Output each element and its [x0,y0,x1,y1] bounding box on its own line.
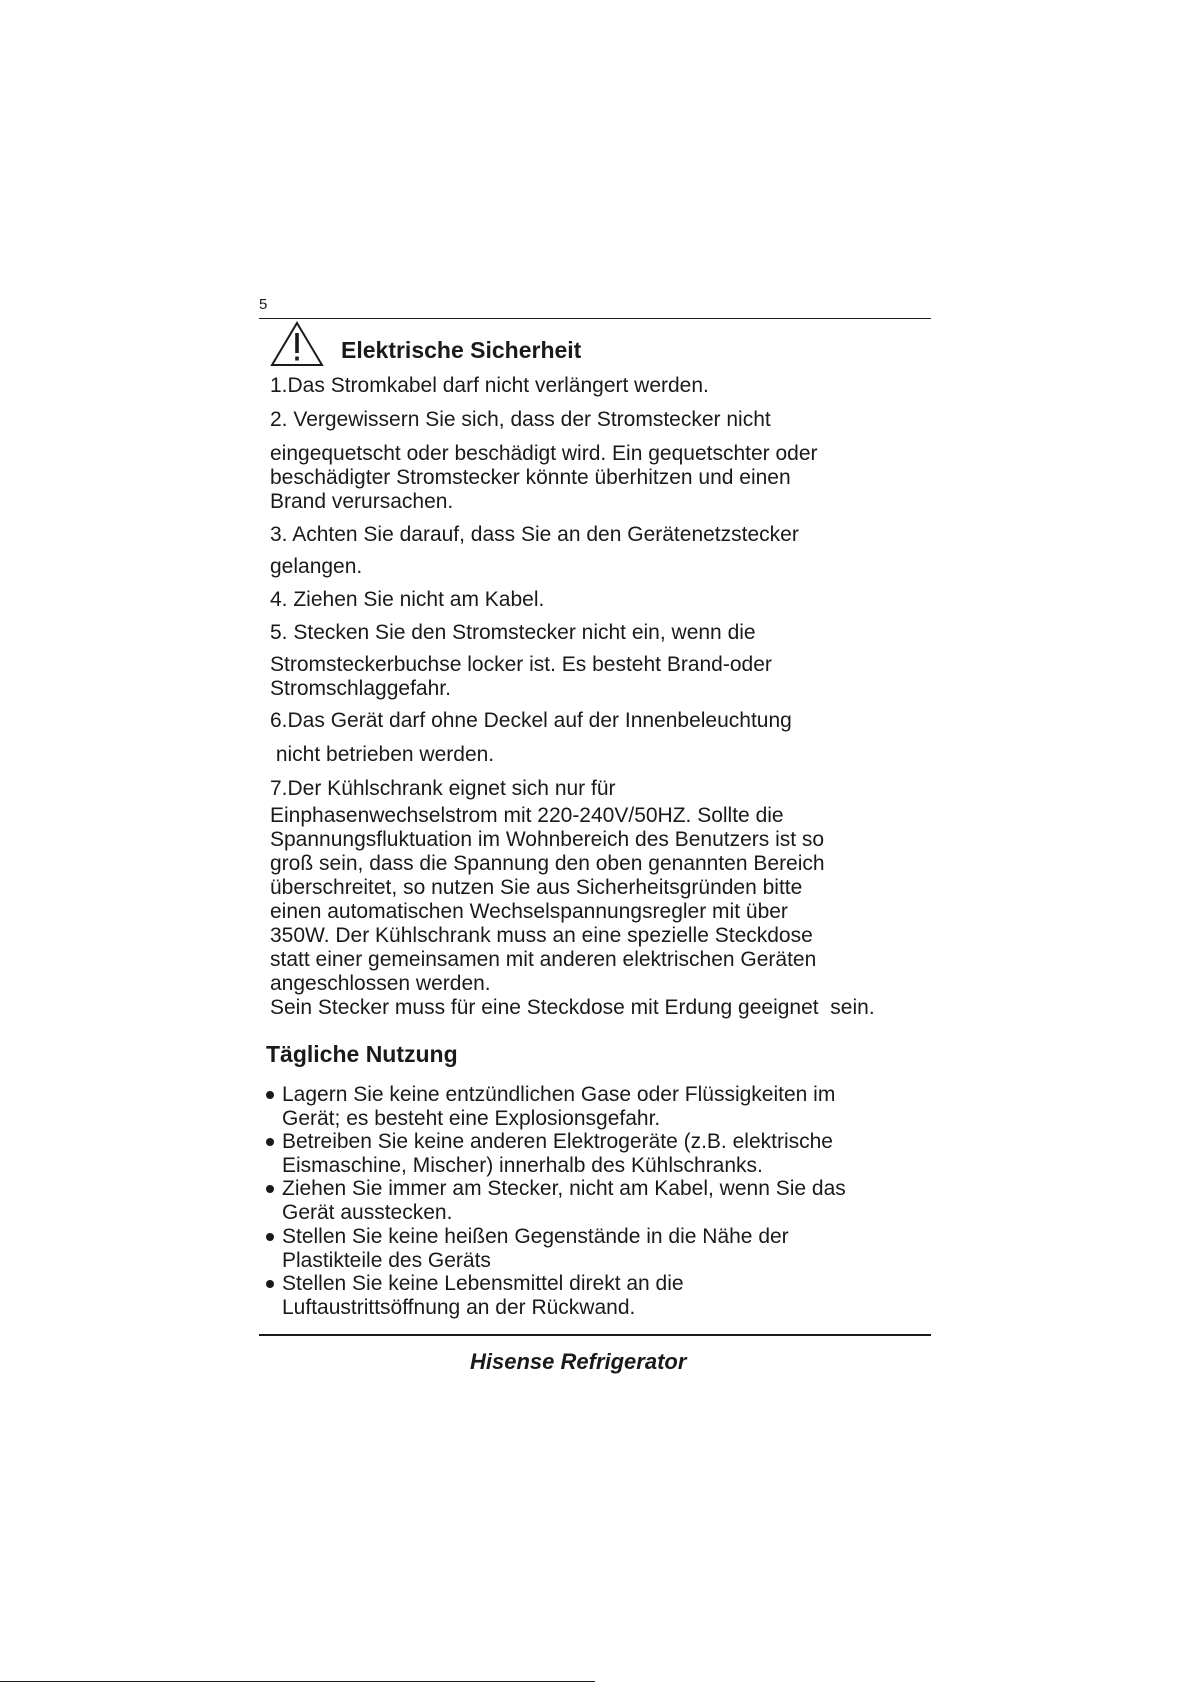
header-rule [259,318,931,319]
page-number: 5 [259,296,268,313]
safety-line: 4. Ziehen Sie nicht am Kabel. [270,588,545,611]
safety-line: 7.Der Kühlschrank eignet sich nur für [270,777,616,800]
list-item-text: Gerät ausstecken. [282,1201,453,1224]
section-title-electrical-safety: Elektrische Sicherheit [341,337,582,363]
safety-line: Stromsteckerbuchse locker ist. Es besteht Brand-oder [270,653,772,676]
bullet-dot [266,1280,274,1288]
safety-line: 1.Das Stromkabel darf nicht verlängert werden. [270,374,709,397]
safety-line: Spannungsfluktuation im Wohnbereich des Benutzers ist so [270,828,825,851]
section-title-daily-use: Tägliche Nutzung [266,1041,458,1067]
safety-line: 6.Das Gerät darf ohne Deckel auf der Innenbeleuchtung [270,709,792,732]
safety-line: Brand verursachen. [270,490,454,513]
safety-line: gelangen. [270,555,363,578]
list-item-text: Gerät; es besteht eine Explosionsgefahr. [282,1107,661,1130]
footer-brand: Hisense Refrigerator [470,1349,687,1374]
bullet-dot [266,1091,274,1099]
safety-line: eingequetscht oder beschädigt wird. Ein gequetschter oder [270,442,818,465]
list-item-text: Plastikteile des Geräts [282,1249,491,1272]
list-item-text: Eismaschine, Mischer) innerhalb des Kühlschranks. [282,1154,763,1177]
safety-line: 3. Achten Sie darauf, dass Sie an den Gerätenetzstecker [270,523,799,546]
list-item-text: Stellen Sie keine heißen Gegenstände in die Nähe der [282,1225,789,1248]
safety-line: Einphasenwechselstrom mit 220-240V/50HZ. Sollte die [270,804,784,827]
safety-line: 350W. Der Kühlschrank muss an eine spezielle Steckdose [270,924,813,947]
safety-line: nicht betrieben werden. [270,743,495,766]
safety-line: angeschlossen werden. [270,972,491,995]
safety-line: Sein Stecker muss für eine Steckdose mit Erdung geeignet sein. [270,996,875,1019]
list-item-text: Luftaustrittsöffnung an der Rückwand. [282,1296,636,1319]
bullet-dot [266,1233,274,1241]
bullet-dot [266,1138,274,1146]
safety-line: 2. Vergewissern Sie sich, dass der Stromstecker nicht [270,408,771,431]
safety-line: beschädigter Stromstecker könnte überhitzen und einen [270,466,791,489]
safety-line: groß sein, dass die Spannung den oben genannten Bereich [270,852,825,875]
list-item-text: Ziehen Sie immer am Stecker, nicht am Kabel, wenn Sie das [282,1177,846,1200]
list-item-text: Stellen Sie keine Lebensmittel direkt an die [282,1272,684,1295]
safety-line: statt einer gemeinsamen mit anderen elektrischen Geräten [270,948,817,971]
list-item-text: Betreiben Sie keine anderen Elektrogeräte (z.B. elektrische [282,1130,833,1153]
bullet-dot [266,1185,274,1193]
safety-line: einen automatischen Wechselspannungsregler mit über [270,900,788,923]
page-bottom-edge [0,1681,595,1682]
footer-rule [259,1334,931,1336]
safety-line: 5. Stecken Sie den Stromstecker nicht ein, wenn die [270,621,756,644]
warning-triangle-icon [270,321,324,367]
safety-line: überschreitet, so nutzen Sie aus Sicherheitsgründen bitte [270,876,803,899]
list-item-text: Lagern Sie keine entzündlichen Gase oder Flüssigkeiten im [282,1083,836,1106]
safety-line: Stromschlaggefahr. [270,677,451,700]
